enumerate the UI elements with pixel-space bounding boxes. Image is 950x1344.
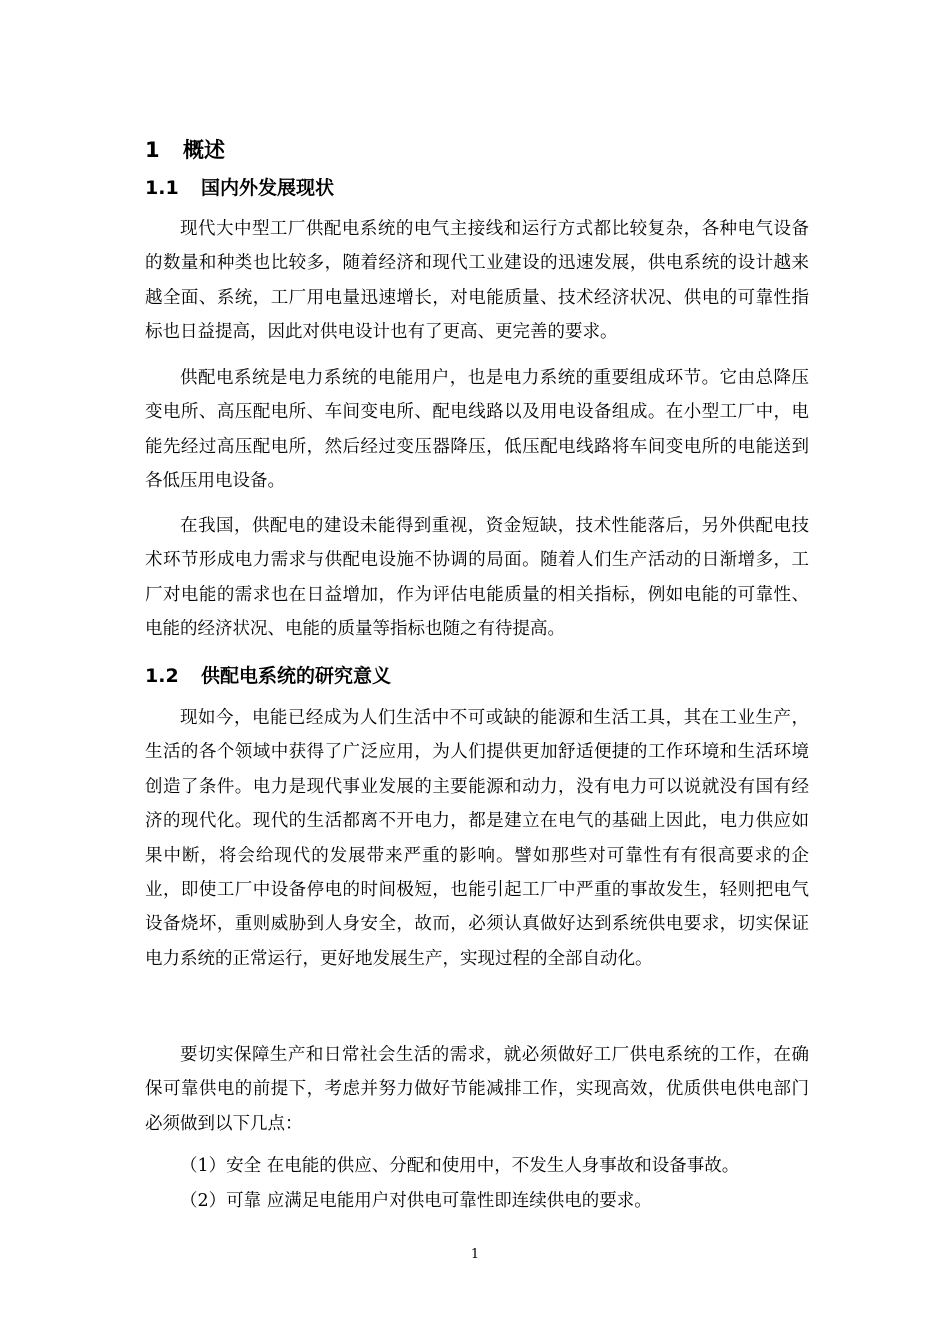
list-item: （2）可靠 应满足电能用户对供电可靠性即连续供电的要求。 xyxy=(180,1191,652,1211)
paragraph: 现如今，电能已经成为人们生活中不可或缺的能源和生活工具，其在工业生产，生活的各个领域中获得了广泛应用，为人们提供更加舒适便捷的工作环境和生活环境创造了条件。电力是现代事业发展的主要能源和动力，没有电力可以说就没有国有经济的现代化。现代的生活都离不开电力，都是建立在电气的基础上因此，电力供应如果中断，将会给现代的发展带来严重的影响。譬如那些对可靠性有有很高要求的企业，即使工厂中设备停电的时间极短，也能引起工厂中严重的事故发生，轻则把电气设备烧坏，重则威胁到人身安全，故而，必须认真做好达到系统供电要求，切实保证电力系统的正常运行，更好地发展生产，实现过程的全部自动化。 xyxy=(145,708,809,969)
section-title: 供配电系统的研究意义 xyxy=(201,665,392,687)
section-title: 国内外发展现状 xyxy=(201,177,335,199)
chapter-heading xyxy=(145,135,225,165)
chapter-title: 概述 xyxy=(183,138,225,162)
paragraph: 在我国，供配电的建设未能得到重视，资金短缺，技术性能落后，另外供配电技术环节形成电力需求与供配电设施不协调的局面。随着人们生产活动的日渐增多，工厂对电能的需求也在日益增加，作为评估电能质量的相关指标，例如电能的可靠性、电能的经济状况、电能的质量等指标也随之有待提高。 xyxy=(145,516,809,640)
paragraph: 现代大中型工厂供配电系统的电气主接线和运行方式都比较复杂，各种电气设备的数量和种类也比较多，随着经济和现代工业建设的迅速发展，供电系统的设计越来越全面、系统，工厂用电量迅速增长，对电能质量、技术经济状况、供电的可靠性指标也日益提高，因此对供电设计也有了更高、更完善的要求。 xyxy=(145,219,809,343)
list-item: （1）安全 在电能的供应、分配和使用中，不发生人身事故和设备事故。 xyxy=(180,1156,740,1176)
paragraph: 要切实保障生产和日常社会生活的需求，就必须做好工厂供电系统的工作，在确保可靠供电的前提下，考虑并努力做好节能减排工作，实现高效，优质供电供电部门必须做到以下几点： xyxy=(145,1045,809,1134)
section-heading xyxy=(145,662,391,690)
section-number: 1.1 xyxy=(145,177,179,199)
page-number: 1 xyxy=(470,1247,480,1262)
section-heading xyxy=(145,174,334,202)
paragraph: 供配电系统是电力系统的电能用户，也是电力系统的重要组成环节。它由总降压变电所、高压配电所、车间变电所、配电线路以及用电设备组成。在小型工厂中，电能先经过高压配电所，然后经过变压器降压，低压配电线路将车间变电所的电能送到各低压用电设备。 xyxy=(145,368,809,492)
chapter-number: 1 xyxy=(145,138,160,162)
section-number: 1.2 xyxy=(145,665,179,687)
